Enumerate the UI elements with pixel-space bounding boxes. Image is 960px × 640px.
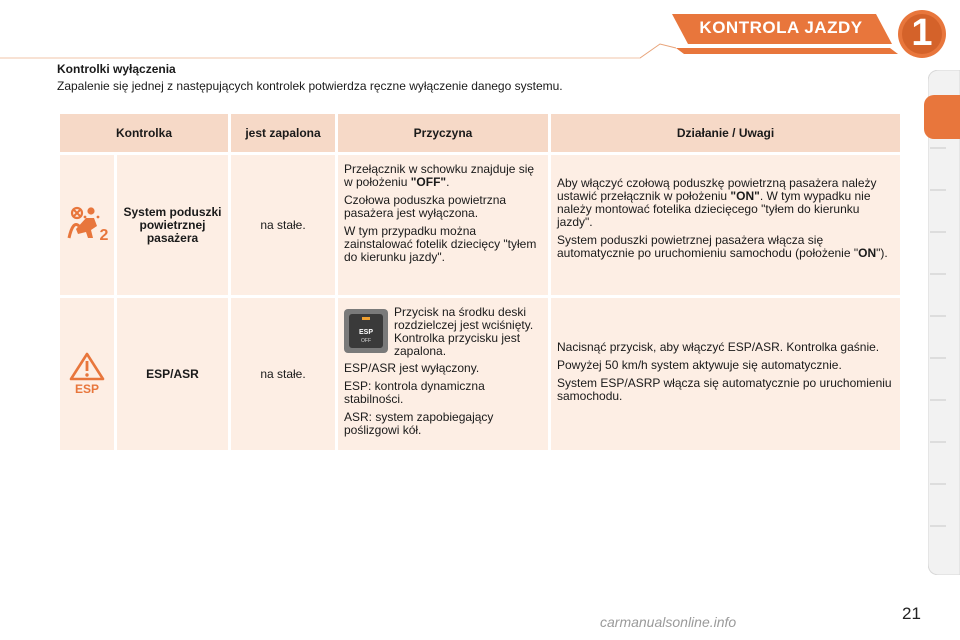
light-name: System poduszki powietrznej pasażera [117,155,228,295]
column-header-cause: Przyczyna [338,114,548,152]
svg-text:2: 2 [99,226,109,244]
action-cell [551,298,900,450]
action-cell [551,155,900,295]
cause-paragraph: ESP: kontrola dynamiczna stabilności. [344,379,485,406]
icon-cell [60,155,114,295]
cause-paragraph: W tym przypadku można zainstalować fotelik dziecięcy "tyłem do kierunku jazdy". [344,224,537,264]
action-text: . W tym wypadku nie należy montować fotelika dziecięcego "tyłem do kierunku jazdy". [557,189,871,229]
icon-cell [60,298,114,450]
column-header-action: Działanie / Uwagi [551,114,900,152]
action-text: "). [876,246,888,260]
action-paragraph: Powyżej 50 km/h system aktywuje się automatycznie. [557,357,842,372]
cause-cell [338,298,548,450]
svg-text:ESP: ESP [74,381,100,395]
button-led-indicator [362,317,370,320]
column-header-state: jest zapalona [231,114,335,152]
cause-text: . [446,175,450,189]
table-row [60,298,900,450]
action-paragraph [557,177,894,229]
action-paragraph: System ESP/ASRP włącza się automatycznie po uruchomieniu samochodu. [557,375,892,403]
light-state: na stałe. [231,298,335,450]
airbag-passenger-off-icon [64,204,110,244]
cause-text: Przycisk na środku deski rozdzielczej jest wciśnięty. Kontrolka przycisku jest zapalona. [394,305,534,358]
active-chapter-tab[interactable] [924,95,960,139]
section-intro: Zapalenie się jednej z następujących kontrolek potwierdza ręczne wyłączenie danego systemu. [57,79,563,93]
cause-text: Przełącznik w schowku znajduje się w położeniu [344,162,535,189]
action-emphasis: "ON" [730,189,760,203]
side-chapter-tabs [928,70,960,575]
cause-paragraph [344,163,542,189]
watermark: carmanualsonline.info [600,614,737,630]
esp-warning-icon [67,351,107,395]
section-title: Kontrolki wyłączenia [57,62,176,76]
chapter-number: 1 [911,12,933,54]
action-text: Aby włączyć czołową poduszkę powietrzną pasażera należy ustawić przełącznik w położeniu [557,176,877,203]
action-paragraph: Nacisnąć przycisk, aby włączyć ESP/ASR. Kontrolka gaśnie. [557,339,880,354]
action-text: System poduszki powietrznej pasażera włącza się automatycznie po uruchomieniu samochodu (położenie " [557,233,859,260]
page-number: 21 [902,604,921,623]
cause-paragraph: Czołowa poduszka powietrzna pasażera jest wyłączona. [344,193,507,220]
cause-cell [338,155,548,295]
cause-emphasis: "OFF" [410,175,447,189]
warning-lights-table [57,111,903,453]
esp-button-description [344,306,542,358]
page-header-title: KONTROLA JAZDY [699,18,863,37]
light-state: na stałe. [231,155,335,295]
light-name: ESP/ASR [117,298,228,450]
cause-paragraph: ASR: system zapobiegający poślizgowi kół. [344,410,494,437]
table-header-row [60,114,900,152]
esp-button-sublabel: OFF [361,338,371,344]
cause-paragraph: ESP/ASR jest wyłączony. [344,361,480,375]
action-emphasis: ON [858,246,877,260]
column-header-kontrolka: Kontrolka [60,114,228,152]
esp-off-button-image [344,309,388,353]
table-row [60,155,900,295]
esp-button-label: ESP [358,329,373,336]
action-paragraph [557,234,894,260]
